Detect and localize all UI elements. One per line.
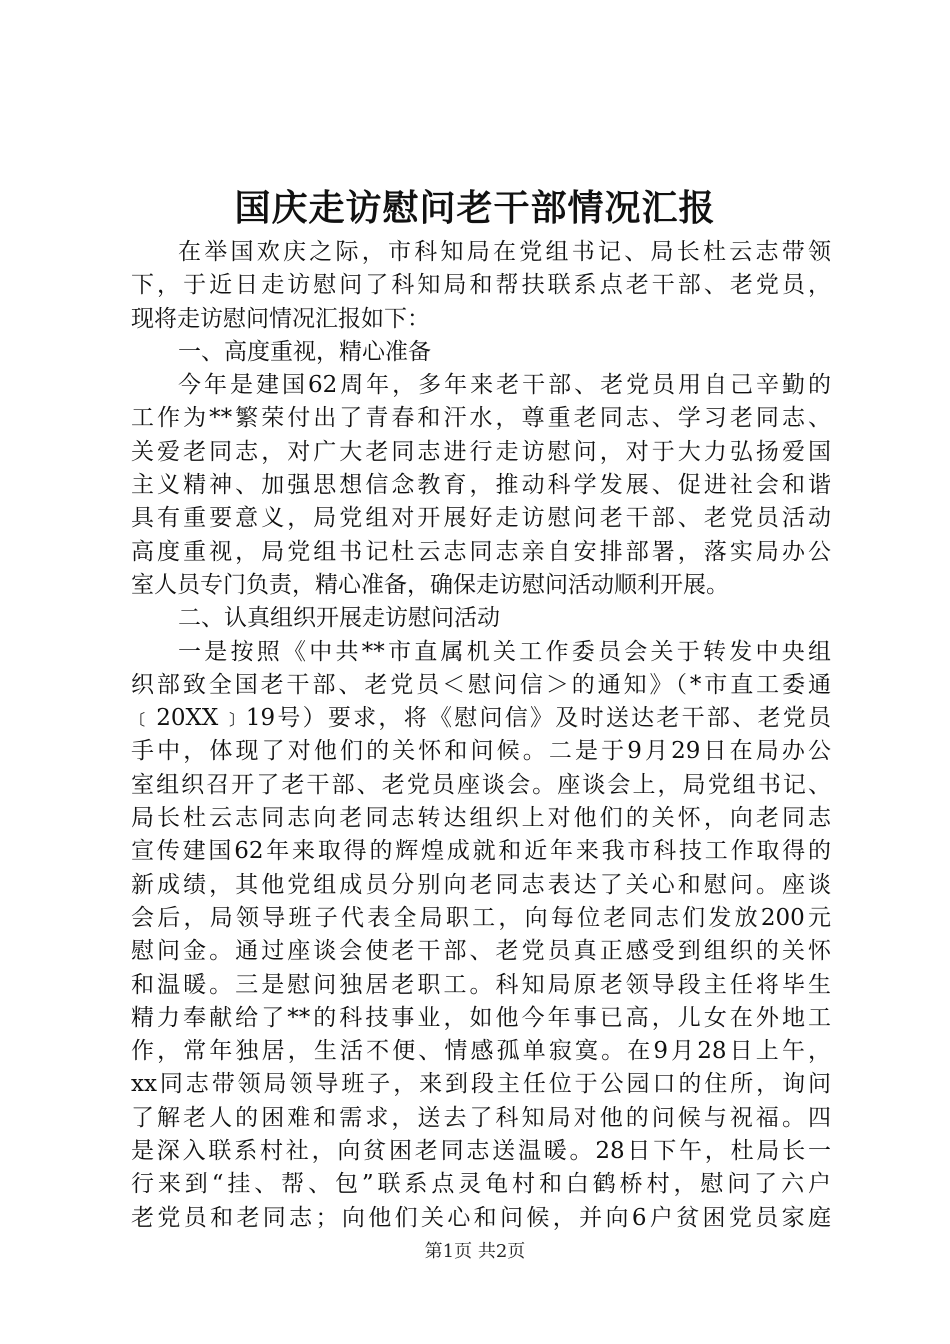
body-line: 室组织召开了老干部、老党员座谈会。座谈会上，局党组书记、 bbox=[131, 771, 831, 798]
body-line: 在举国欢庆之际，市科知局在党组书记、局长杜云志带领 bbox=[178, 239, 831, 265]
body-line: 一是按照《中共**市直属机关工作委员会关于转发中央组 bbox=[178, 638, 831, 665]
body-line: 会后，局领导班子代表全局职工，向每位老同志们发放200元 bbox=[131, 904, 831, 931]
document-title: 国庆走访慰问老干部情况汇报 bbox=[234, 187, 716, 229]
body-line: 具有重要意义，局党组对开展好走访慰问老干部、老党员活动 bbox=[131, 505, 831, 532]
body-line: 慰问金。通过座谈会使老干部、老党员真正感受到组织的关怀 bbox=[131, 938, 831, 965]
body-line: 主义精神、加强思想信念教育，推动科学发展、促进社会和谐 bbox=[131, 472, 831, 499]
body-line: 手中，体现了对他们的关怀和问候。二是于9月29日在局办公 bbox=[131, 738, 831, 765]
body-line: 现将走访慰问情况汇报如下： bbox=[131, 305, 430, 332]
section-heading: 二、认真组织开展走访慰问活动 bbox=[178, 605, 500, 632]
section-heading: 一、高度重视，精心准备 bbox=[178, 338, 431, 365]
body-line: 新成绩，其他党组成员分别向老同志表达了关心和慰问。座谈 bbox=[131, 871, 831, 898]
body-line: 老党员和老同志；向他们关心和问候，并向6户贫困党员家庭 bbox=[131, 1204, 831, 1231]
body-line: 工作为**繁荣付出了青春和汗水，尊重老同志、学习老同志、 bbox=[131, 405, 831, 432]
body-line: 织部致全国老干部、老党员＜慰问信＞的通知》（*市直工委通 bbox=[131, 671, 831, 698]
body-line: 局长杜云志同志向老同志转达组织上对他们的关怀，向老同志 bbox=[131, 805, 831, 832]
body-line: 室人员专门负责，精心准备，确保走访慰问活动顺利开展。 bbox=[131, 571, 729, 598]
body-line: 作，常年独居，生活不便、情感孤单寂寞。在9月28日上午， bbox=[131, 1038, 831, 1065]
body-line: 和温暖。三是慰问独居老职工。科知局原老领导段主任将毕生 bbox=[131, 971, 831, 998]
body-line: xx同志带领局领导班子，来到段主任位于公园口的住所，询问 bbox=[131, 1071, 831, 1098]
body-line: 是深入联系村社，向贫困老同志送温暖。28日下午，杜局长一 bbox=[131, 1138, 831, 1165]
body-line: 行来到“挂、帮、包”联系点灵龟村和白鹤桥村，慰问了六户 bbox=[131, 1171, 831, 1198]
body-line: 精力奉献给了**的科技事业，如他今年事已高，儿女在外地工 bbox=[131, 1004, 831, 1031]
body-line: 关爱老同志，对广大老同志进行走访慰问，对于大力弘扬爱国 bbox=[131, 438, 831, 465]
document-body bbox=[131, 236, 831, 1235]
body-line: 下，于近日走访慰问了科知局和帮扶联系点老干部、老党员， bbox=[131, 272, 831, 299]
page-number-footer: 第1页 共2页 bbox=[424, 1241, 526, 1262]
body-line: 了解老人的困难和需求，送去了科知局对他的问候与祝福。四 bbox=[131, 1104, 831, 1131]
body-line: ﹝20XX﹞19号）要求，将《慰问信》及时送达老干部、老党员 bbox=[131, 705, 831, 732]
body-line: 高度重视，局党组书记杜云志同志亲自安排部署，落实局办公 bbox=[131, 538, 831, 565]
body-line: 宣传建国62年来取得的辉煌成就和近年来我市科技工作取得的 bbox=[131, 838, 831, 865]
body-line: 今年是建国62周年，多年来老干部、老党员用自己辛勤的 bbox=[178, 372, 831, 399]
